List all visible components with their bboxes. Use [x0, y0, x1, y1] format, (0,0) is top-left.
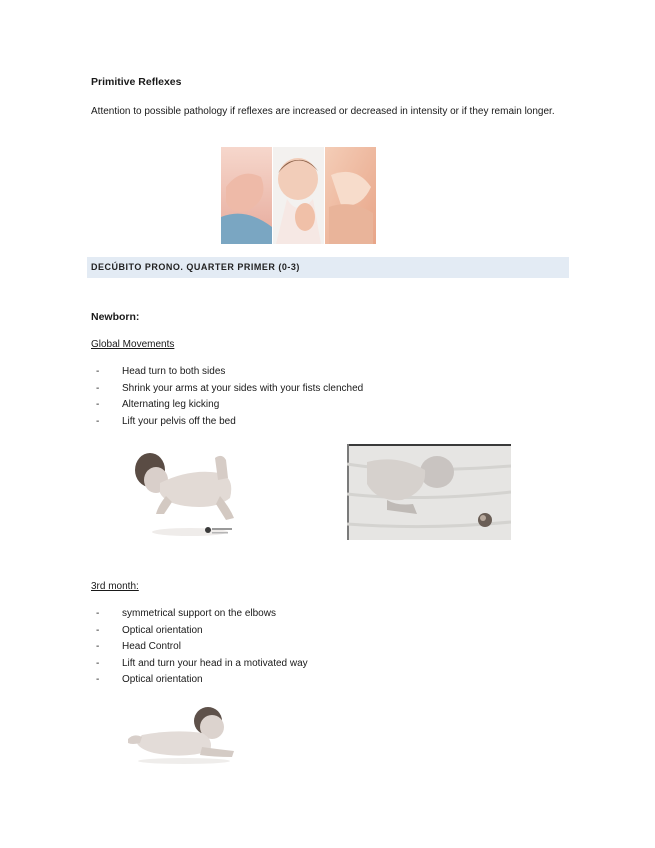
section-band-label: DECÚBITO PRONO. QUARTER PRIMER (0-3)	[91, 262, 300, 272]
baby-crawling-image	[130, 448, 250, 544]
list-item-text: Optical orientation	[122, 674, 203, 685]
bullet-dash: -	[96, 608, 100, 619]
list-item-text: Shrink your arms at your sides with your fists clenched	[122, 382, 364, 394]
list-item	[96, 674, 308, 691]
list-item	[96, 366, 363, 383]
global-movements-heading: Global Movements	[91, 339, 175, 350]
bullet-dash: -	[96, 399, 100, 410]
list-item-text: Lift your pelvis off the bed	[122, 415, 236, 427]
list-item-text: Lift and turn your head in a motivated way	[122, 657, 308, 669]
list-item-text: Alternating leg kicking	[122, 399, 220, 410]
third-month-list	[96, 608, 308, 691]
page-title: Primitive Reflexes	[91, 76, 182, 88]
list-item-text: Optical orientation	[122, 624, 203, 636]
list-item	[96, 383, 363, 400]
bullet-dash: -	[96, 641, 100, 652]
bullet-dash: -	[96, 366, 100, 377]
list-item-text: Head Control	[122, 641, 181, 652]
third-month-heading: 3rd month:	[91, 581, 139, 592]
newborn-heading: Newborn:	[91, 311, 140, 323]
bullet-dash: -	[96, 657, 100, 669]
reflex-photo-collage	[221, 147, 376, 244]
baby-prone-ball-image	[347, 444, 511, 540]
list-item	[96, 416, 363, 433]
bullet-dash: -	[96, 415, 100, 427]
intro-paragraph: Attention to possible pathology if reflexes are increased or decreased in intensity or if they remain longer.	[91, 106, 555, 117]
list-item	[96, 399, 363, 416]
list-item	[96, 641, 308, 658]
list-item	[96, 625, 308, 642]
section-band	[87, 257, 569, 278]
bullet-dash: -	[96, 624, 100, 636]
bullet-dash: -	[96, 382, 100, 394]
list-item	[96, 658, 308, 675]
list-item-text: Head turn to both sides	[122, 366, 226, 377]
global-movements-list	[96, 366, 363, 432]
bullet-dash: -	[96, 674, 100, 685]
list-item	[96, 608, 308, 625]
list-item-text: symmetrical support on the elbows	[122, 608, 276, 619]
baby-elbow-support-image	[124, 703, 240, 767]
